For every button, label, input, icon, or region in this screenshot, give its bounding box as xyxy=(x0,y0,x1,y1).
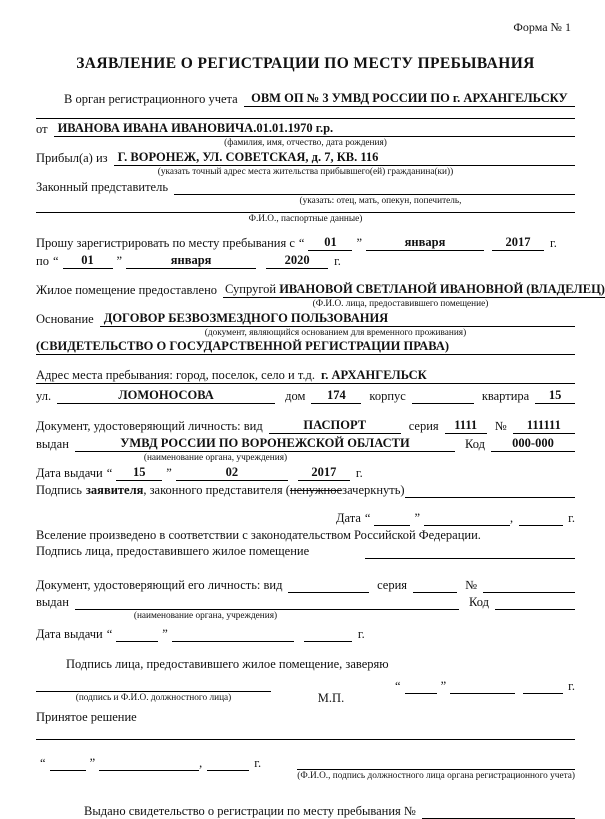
host-doc-series-label: серия xyxy=(377,578,408,593)
page-title: ЗАЯВЛЕНИЕ О РЕГИСТРАЦИИ ПО МЕСТУ ПРЕБЫВАНИЯ xyxy=(76,55,535,72)
certify-day-field[interactable] xyxy=(405,693,437,694)
period-from-month-field[interactable]: января xyxy=(366,235,484,251)
address-label: Адрес места пребывания: город, поселок, село и т.д. xyxy=(36,367,315,382)
id-doc-issued-label: выдан xyxy=(36,436,69,451)
year-suffix: г. xyxy=(568,511,575,526)
certificate-label: Выдано свидетельство о регистрации по месту пребывания № xyxy=(84,804,416,819)
comma: , xyxy=(199,756,203,771)
applicant-hint: (фамилия, имя, отчество, дата рождения) xyxy=(224,138,387,148)
dwelling-label: Жилое помещение предоставлено xyxy=(36,282,218,297)
host-doc-number-field[interactable] xyxy=(483,592,575,593)
host-doc-code-label: Код xyxy=(469,595,489,610)
quote-close: ” xyxy=(116,253,123,268)
street-label: ул. xyxy=(36,388,52,403)
host-doc-issued-field[interactable] xyxy=(75,609,459,610)
certify-label: Подпись лица, предоставившего жилое помещение, заверяю xyxy=(66,657,389,672)
year-suffix: г. xyxy=(355,466,363,481)
applicant-signature-field[interactable] xyxy=(405,497,575,498)
form-number: Форма № 1 xyxy=(513,20,571,34)
host-doc-issued-label: выдан xyxy=(36,595,69,610)
id-doc-series-field[interactable]: 1111 xyxy=(445,418,487,434)
house-label: дом xyxy=(285,388,306,403)
id-doc-date-label: Дата выдачи xyxy=(36,466,103,481)
id-doc-issued-field[interactable]: УМВД РОССИИ ПО ВОРОНЕЖСКОЙ ОБЛАСТИ xyxy=(75,436,455,452)
period-from-day-field[interactable]: 01 xyxy=(308,235,352,251)
decision-day-field[interactable] xyxy=(50,770,86,771)
official-signature-field[interactable] xyxy=(36,678,271,692)
applicant-sign-post: зачеркнуть) xyxy=(342,483,405,498)
applicant-name-field[interactable]: ИВАНОВА ИВАНА ИВАНОВИЧА.01.01.1970 г.р. xyxy=(54,121,575,137)
quote-close: ” xyxy=(89,756,96,771)
host-doc-year-field[interactable] xyxy=(304,641,352,642)
basis-field-2[interactable]: (СВИДЕТЕЛЬСТВО О ГОСУДАРСТВЕННОЙ РЕГИСТРАЦИИ ПРАВА) xyxy=(36,339,575,355)
year-suffix: г. xyxy=(550,235,557,250)
host-doc-number-label: № xyxy=(465,578,477,593)
arrived-label: Прибыл(а) из xyxy=(36,151,108,166)
building-label: корпус xyxy=(369,388,406,403)
decision-label: Принятое решение xyxy=(36,710,137,725)
host-doc-series-field[interactable] xyxy=(413,592,457,593)
official-signature-hint: (подпись и Ф.И.О. должностного лица) xyxy=(75,693,232,704)
host-doc-month-field[interactable] xyxy=(172,641,294,642)
provider-signature-field[interactable] xyxy=(365,558,575,559)
period-from-year-field[interactable]: 2017 xyxy=(492,235,544,251)
applicant-label: от xyxy=(36,122,48,136)
section-divider xyxy=(36,118,575,119)
stamp-place: М.П. xyxy=(317,691,345,706)
representative-label: Законный представитель xyxy=(36,180,169,195)
certify-month-field[interactable] xyxy=(450,693,515,694)
period-to-day-field[interactable]: 01 xyxy=(63,253,113,269)
quote-open: “ xyxy=(40,756,46,771)
quote-close: ” xyxy=(356,235,362,250)
dwelling-hint: (Ф.И.О. лица, предоставившего помещение) xyxy=(312,298,489,309)
decision-official-hint: (Ф.И.О., подпись должностного лица органа регистрационного учета) xyxy=(297,771,575,782)
quote-open: “ xyxy=(52,253,59,268)
host-doc-label: Документ, удостоверяющий его личность: вид xyxy=(36,578,283,593)
certify-year-field[interactable] xyxy=(523,693,563,694)
org-value-field[interactable]: ОВМ ОП № 3 УМВД РОССИИ ПО г. АРХАНГЕЛЬСКУ xyxy=(244,91,575,107)
id-doc-label: Документ, удостоверяющий личность: вид xyxy=(36,418,263,433)
quote-close: ” xyxy=(414,511,421,526)
id-doc-code-label: Код xyxy=(465,436,485,451)
building-field[interactable] xyxy=(412,403,474,404)
applicant-sign-strike: ненужное xyxy=(289,483,343,498)
decision-official-signature-field[interactable] xyxy=(297,756,575,770)
id-doc-day-field[interactable]: 15 xyxy=(116,465,162,481)
date-label: Дата xyxy=(336,511,361,526)
decision-date-block xyxy=(36,756,269,771)
quote-close: ” xyxy=(440,679,447,694)
dwelling-provider-prefix: Супругой xyxy=(225,281,277,296)
quote-close: ” xyxy=(162,627,168,642)
quote-close: ” xyxy=(166,466,172,481)
id-doc-issued-hint: (наименование органа, учреждения) xyxy=(143,452,288,463)
id-doc-code-field[interactable]: 000-000 xyxy=(491,436,575,452)
official-signature-block xyxy=(36,678,271,704)
applicant-sign-pre: Подпись xyxy=(36,483,82,498)
host-doc-type-field[interactable] xyxy=(288,592,369,593)
applicant-sign-bold: заявителя xyxy=(85,483,144,498)
house-field[interactable]: 174 xyxy=(311,388,361,404)
period-to-label: по xyxy=(36,253,49,268)
quote-open: “ xyxy=(298,235,305,250)
year-suffix: г. xyxy=(254,756,262,771)
comma: , xyxy=(510,511,514,526)
basis-hint: (документ, являющийся основанием для временного проживания) xyxy=(204,327,467,338)
org-label: В орган регистрационного учета xyxy=(64,92,238,106)
quote-open: “ xyxy=(364,511,371,526)
dwelling-provider-field[interactable] xyxy=(223,282,605,298)
move-in-text: Вселение произведено в соответствии с законодательством Российской Федерации. xyxy=(36,528,481,543)
period-from-label: Прошу зарегистрировать по месту пребывания с xyxy=(36,235,295,250)
date-day-field[interactable] xyxy=(374,525,410,526)
date-year-field[interactable] xyxy=(519,525,563,526)
year-suffix: г. xyxy=(334,253,341,268)
decision-month-field[interactable] xyxy=(99,770,199,771)
provider-sign-label: Подпись лица, предоставившего жилое помещение xyxy=(36,544,310,559)
arrived-hint: (указать точный адрес места жительства прибывшего(ей) гражданина(ки)) xyxy=(157,167,454,178)
id-doc-year-field[interactable]: 2017 xyxy=(298,465,350,481)
quote-open: “ xyxy=(106,466,113,481)
host-doc-date-label: Дата выдачи xyxy=(36,627,103,642)
quote-open: “ xyxy=(395,679,401,694)
apartment-label: квартира xyxy=(481,388,530,403)
arrived-address-field[interactable]: Г. ВОРОНЕЖ, УЛ. СОВЕТСКАЯ, д. 7, КВ. 116 xyxy=(114,150,575,166)
id-doc-month-field[interactable]: 02 xyxy=(176,465,288,481)
street-field[interactable]: ЛОМОНОСОВА xyxy=(57,388,275,404)
decision-year-field[interactable] xyxy=(207,770,249,771)
apartment-field[interactable]: 15 xyxy=(535,388,575,404)
basis-label: Основание xyxy=(36,311,94,326)
address-city-field[interactable]: г. АРХАНГЕЛЬСК xyxy=(320,367,427,382)
applicant-sign-mid: , законного представителя ( xyxy=(143,483,290,498)
year-suffix: г. xyxy=(568,679,575,694)
host-doc-issued-hint: (наименование органа, учреждения) xyxy=(133,611,278,622)
period-to-month-field[interactable]: января xyxy=(126,253,256,269)
id-doc-number-field[interactable]: 111111 xyxy=(513,418,575,434)
representative-hint-1: (указать: отец, мать, опекун, попечитель, xyxy=(299,196,462,207)
date-month-field[interactable] xyxy=(424,525,510,526)
host-doc-day-field[interactable] xyxy=(116,641,158,642)
host-doc-code-field[interactable] xyxy=(495,609,575,610)
id-doc-type-field[interactable]: ПАСПОРТ xyxy=(269,418,401,434)
period-to-year-field[interactable]: 2020 xyxy=(266,253,328,269)
dwelling-provider-name: ИВАНОВОЙ СВЕТЛАНОЙ ИВАНОВНОЙ (ВЛАДЕЛЕЦ) xyxy=(279,281,605,296)
representative-hint-2: Ф.И.О., паспортные данные) xyxy=(248,214,363,225)
decision-official-block xyxy=(297,756,575,782)
basis-field[interactable]: ДОГОВОР БЕЗВОЗМЕЗДНОГО ПОЛЬЗОВАНИЯ xyxy=(100,311,575,327)
year-suffix: г. xyxy=(357,627,365,642)
id-doc-number-label: № xyxy=(494,418,507,433)
id-doc-series-label: серия xyxy=(408,418,439,433)
quote-open: “ xyxy=(106,627,113,642)
decision-line xyxy=(36,739,575,740)
